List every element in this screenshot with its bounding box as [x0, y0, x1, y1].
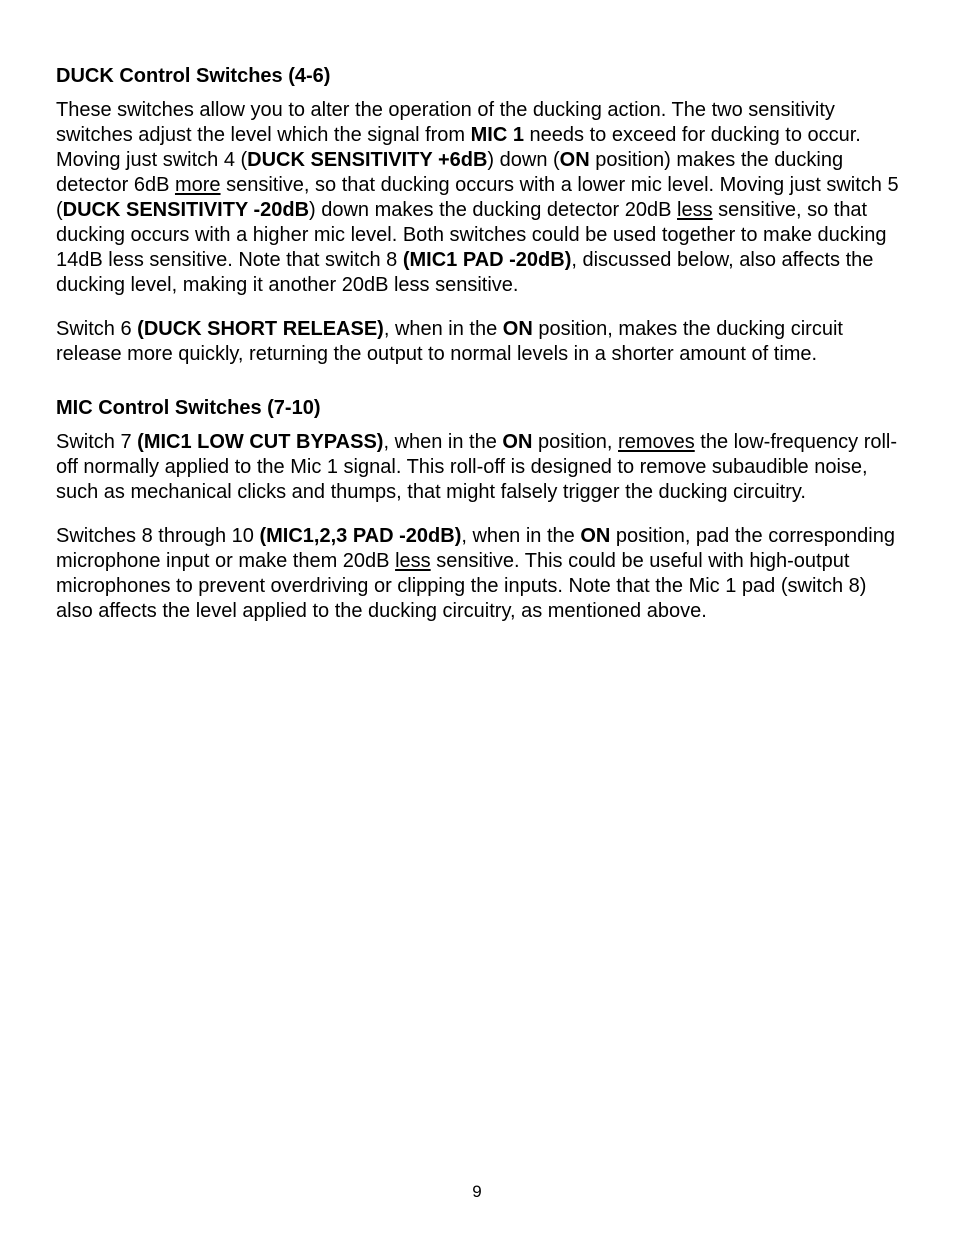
text-run: needs to exceed for ducking to occur. Moving just switch 4 ( — [56, 124, 861, 171]
bold-term: ON — [502, 431, 533, 453]
text-run: , when in the — [383, 431, 503, 453]
text-run: These switches allow you to alter the operation of the ducking action. The two sensitivity switches adjust the level which the signal from — [56, 99, 835, 146]
bold-term: (MIC1,2,3 PAD -20dB) — [259, 525, 462, 547]
bold-term: DUCK SENSITIVITY +6dB — [247, 149, 488, 171]
text-run: position, makes the ducking circuit release more quickly, returning the output to normal levels in a shorter amount of time. — [56, 318, 843, 365]
page-number: 9 — [472, 1182, 482, 1201]
bold-term: ON — [580, 525, 611, 547]
text-run: sensitive, so that ducking occurs with a higher mic level. Both switches could be used together to make ducking 14dB less sensitive. Note that switch 8 — [56, 199, 887, 271]
underlined-term: less — [677, 199, 713, 221]
text-run: ) down makes the ducking detector 20dB — [309, 199, 678, 221]
duck-sensitivity-paragraph — [56, 98, 901, 298]
duck-release-paragraph — [56, 317, 901, 367]
mic-low-cut-paragraph — [56, 430, 901, 505]
bold-term: (DUCK SHORT RELEASE) — [137, 318, 384, 340]
text-run: ) down ( — [487, 149, 560, 171]
duck-section-heading: DUCK Control Switches (4-6) — [56, 65, 331, 87]
text-run: position, pad the corresponding microphone input or make them 20dB — [56, 525, 895, 572]
text-run: sensitive. This could be useful with high-output microphones to prevent overdriving or clipping the inputs. Note that the Mic 1 pad (switch 8) also affects the level applied to the ducking circuitry, as mentioned above. — [56, 550, 867, 622]
bold-term: (MIC1 LOW CUT BYPASS) — [137, 431, 384, 453]
bold-term: MIC 1 — [470, 124, 524, 146]
bold-term: ON — [502, 318, 533, 340]
underlined-term: less — [395, 550, 431, 572]
text-run: Switch 7 — [56, 431, 138, 453]
text-run: , when in the — [461, 525, 581, 547]
text-run: sensitive, so that ducking occurs with a lower mic level. Moving just switch 5 ( — [56, 174, 899, 221]
text-run: , when in the — [383, 318, 503, 340]
text-run: Switch 6 — [56, 318, 138, 340]
underlined-term: removes — [618, 431, 695, 453]
mic-pad-paragraph — [56, 524, 901, 624]
text-run: position) makes the ducking detector 6dB — [56, 149, 844, 196]
bold-term: DUCK SENSITIVITY -20dB — [62, 199, 310, 221]
underlined-term: more — [174, 174, 221, 196]
text-run: position, — [532, 431, 619, 453]
text-run: Switches 8 through 10 — [56, 525, 260, 547]
text-run: , discussed below, also affects the ducking level, making it another 20dB less sensitive. — [56, 249, 874, 296]
section-spacer — [56, 386, 901, 396]
bold-term: (MIC1 PAD -20dB) — [402, 249, 572, 271]
document-page — [56, 64, 901, 643]
mic-section-heading: MIC Control Switches (7-10) — [56, 397, 321, 419]
text-run: the low-frequency roll-off normally applied to the Mic 1 signal. This roll-off is designed to remove subaudible noise, such as mechanical clicks and thumps, that might falsely trigger the ducking circuitry. — [56, 431, 898, 503]
bold-term: ON — [559, 149, 590, 171]
